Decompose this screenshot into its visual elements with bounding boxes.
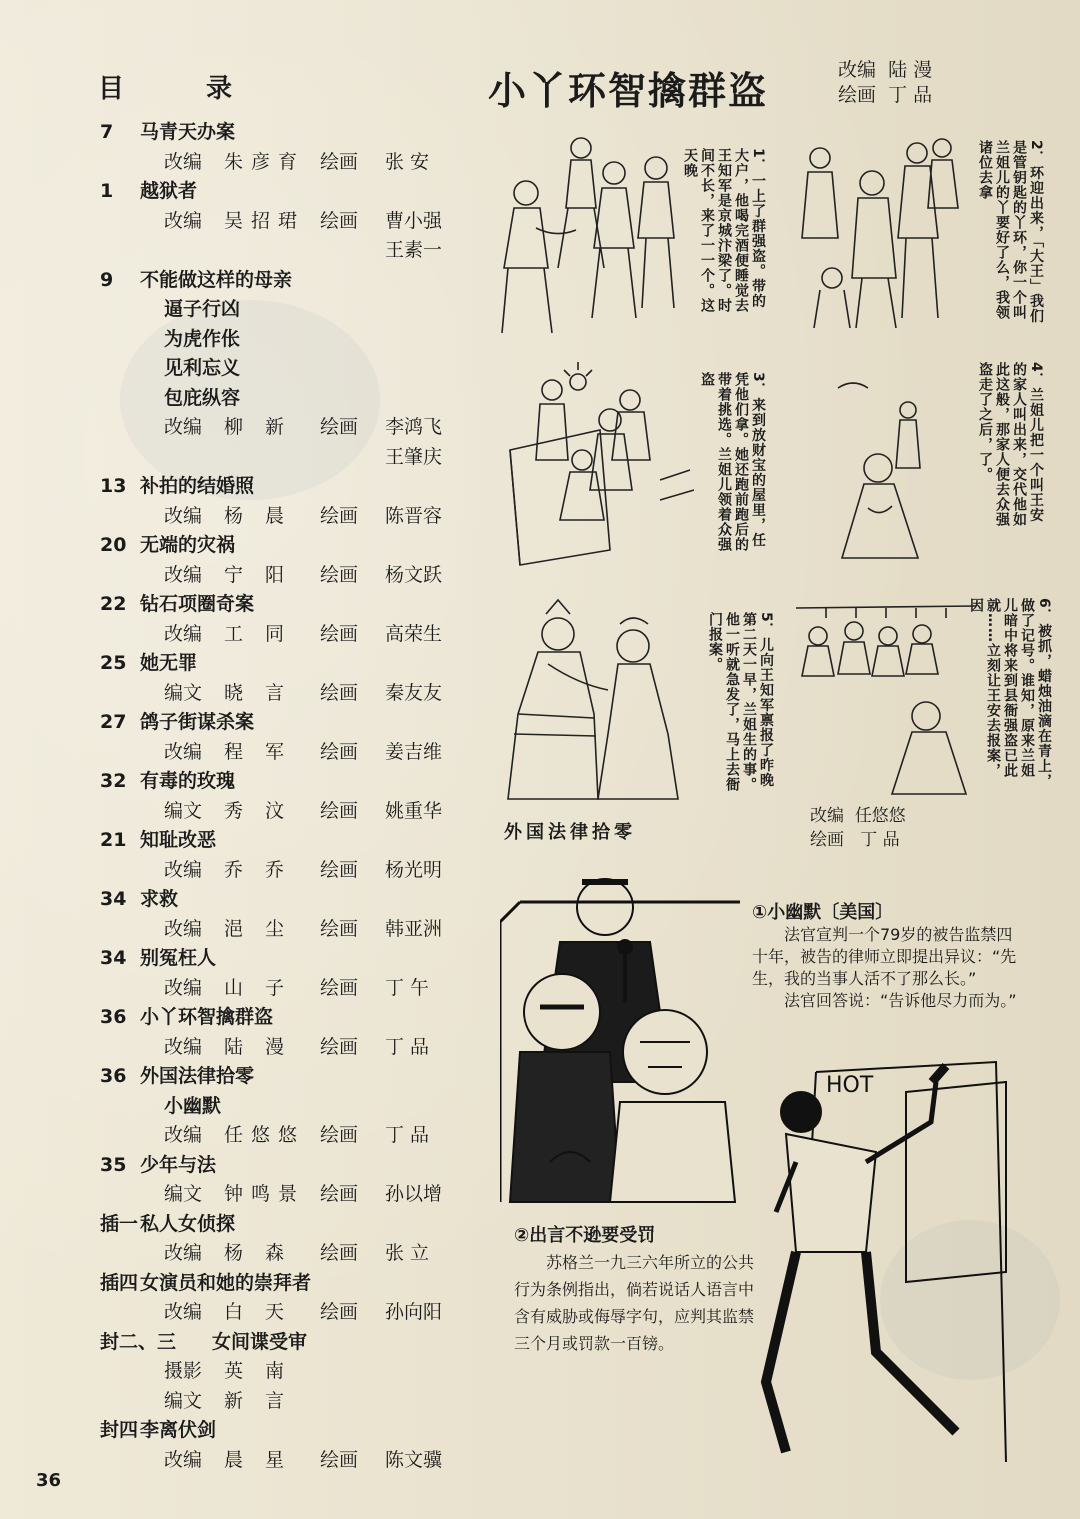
credit-name: 陈晋容 [385,504,443,527]
toc-credits [100,856,460,886]
toc-page-number: 35 [100,1153,127,1176]
credit-role: 绘画 [320,209,359,232]
toc-subtitle-row [100,325,460,355]
toc-credits [100,738,460,768]
credit-role: 改编 [164,150,203,173]
toc-page-number: 34 [100,888,127,910]
toc-subtitle-row [100,354,460,384]
toc-entry [100,1210,460,1240]
toc-credits [100,207,460,237]
toc-entry [100,1269,460,1299]
toc-page-number: 13 [100,475,127,497]
credit-role: 绘画 [320,150,359,173]
credit-role: 绘画 [320,681,359,704]
panel-1-illustration [496,118,696,338]
toc-credits-extra [100,236,460,266]
toc-entry [100,118,460,148]
toc-subtitle-row [100,384,460,414]
credit-name: 秀 汶 [224,799,293,822]
table-of-contents [100,118,460,1475]
credit-role: 改编 [164,976,203,999]
toc-entry [100,708,460,738]
toc-title: 李离伏剑 [140,1419,217,1441]
toc-title: 女演员和她的崇拜者 [140,1271,312,1294]
toc-subtitle: 为虎作伥 [164,327,241,350]
credit-role: 编文 [164,799,203,822]
toc-credits [100,561,460,591]
toc-title: 少年与法 [140,1153,217,1176]
credit-role: 编文 [164,1183,203,1205]
law-credits [810,804,906,852]
toc-entry [100,767,460,797]
courtroom-illustration [500,862,740,1212]
toc-credits [100,502,460,532]
toc-entry [100,1062,460,1092]
credit-name: 杨 森 [224,1242,293,1264]
toc-subtitle-row [100,1092,460,1122]
hotel-sign-text: HOT [826,1073,874,1098]
toc-subtitle: 小幽默 [164,1094,222,1117]
hotel-man-illustration [756,1052,1018,1464]
credit-name: 浥 尘 [224,917,293,940]
credit-name: 姚重华 [385,799,443,822]
toc-entry [100,1328,460,1358]
panel-3-caption: 3．来到放财宝的屋里，任凭他们拿。她还跑前跑后的带着挑选。兰姐儿领着众强盗 [699,372,766,552]
credit-name: 程 军 [224,740,293,763]
toc-title: 钻石项圈奇案 [140,593,255,615]
credit-name: 秦友友 [385,681,443,704]
panel-6-caption: 6．被抓，蜡烛油滴在青上，做了记号。谁知，原来兰姐儿暗中将来到县衙强盗已此就……立刻让王安去报案，因 [968,598,1052,789]
adapt-label: 改编 [838,59,877,81]
law-adapt-label: 改编 [810,806,844,826]
toc-entry [100,1151,460,1181]
credit-name: 杨文跃 [385,563,443,586]
credit-role: 绘画 [320,799,359,822]
toc-entry [100,472,460,502]
toc-credits [100,1298,460,1328]
toc-page-number: 1 [100,180,114,202]
credit-role: 绘画 [320,1301,359,1323]
toc-credits [100,1180,460,1210]
toc-credits [100,1387,460,1417]
toc-page-number: 21 [100,829,127,851]
credit-name: 朱彦育 [224,150,306,173]
credit-name: 丁 品 [385,1035,430,1058]
credit-role: 绘画 [320,976,359,999]
panel-6-illustration [796,596,976,796]
toc-page-number: 36 [100,1006,127,1028]
credit-name: 陆 漫 [224,1035,293,1058]
credit-role: 改编 [164,1242,203,1264]
credit-name: 宁 阳 [224,563,293,586]
toc-title: 知耻改恶 [140,829,217,851]
adapt-name: 陆 漫 [888,59,933,81]
toc-title: 补拍的结婚照 [140,475,255,497]
toc-subtitle: 见利忘义 [164,357,241,379]
credit-name: 孙向阳 [385,1301,443,1323]
toc-title: 私人女侦探 [140,1212,236,1235]
toc-title: 女间谍受审 [212,1330,308,1353]
credit-name: 吴招珺 [224,209,306,232]
panel-2-illustration [792,128,972,338]
toc-entry [100,1003,460,1033]
toc-entry [100,590,460,620]
toc-page-number: 27 [100,711,127,733]
credit-name: 高荣生 [385,622,443,645]
credit-role: 绘画 [320,1448,359,1471]
credit-name: 柳 新 [224,416,293,438]
credit-name: 丁 午 [385,976,430,999]
credit-name: 姜吉维 [385,740,443,763]
credit-role: 改编 [164,1301,203,1323]
credit-role: 编文 [164,1389,203,1412]
law-item-1-text-2: 法官回答说：“告诉他尽力而为。” [784,991,1017,1010]
credit-role: 摄影 [164,1360,203,1382]
law-item-2-title: ②出言不逊要受罚 [514,1225,656,1246]
credit-name: 张 立 [385,1242,430,1264]
panel-3-illustration [500,360,700,570]
credit-name: 孙以增 [385,1183,443,1205]
credit-name: 韩亚洲 [385,917,443,940]
toc-page-number: 插一 [100,1212,139,1235]
panel-4-illustration [828,378,968,568]
toc-subtitle: 包庇纵容 [164,386,241,409]
credit-name: 王肇庆 [385,445,443,468]
credit-role: 绘画 [320,1035,359,1058]
toc-credits [100,1239,460,1269]
credit-name: 英 南 [224,1360,293,1382]
toc-credits [100,1033,460,1063]
credit-name: 张 安 [385,150,430,173]
draw-label: 绘画 [838,84,877,106]
law-adapt-name: 任悠悠 [854,806,906,826]
toc-heading-right: 录 [206,74,235,104]
credit-name: 工 同 [224,622,293,645]
credit-name: 王素一 [385,239,443,261]
credit-role: 改编 [164,1448,203,1471]
toc-page-number: 7 [100,121,114,143]
credit-role: 绘画 [320,917,359,940]
toc-heading [98,68,234,105]
credit-role: 改编 [164,1035,203,1058]
toc-page-number: 22 [100,593,127,615]
credit-role: 改编 [164,504,203,527]
draw-name: 丁 品 [888,84,933,106]
panel-5-caption: 5．儿向王知军禀报了昨晚第二天一早，兰姐生的事。他一听就急发了，马上去衙门报案。 [707,612,774,792]
credit-name: 杨光明 [385,858,443,881]
toc-entry [100,826,460,856]
credit-name: 杨 晨 [224,504,293,527]
credit-name: 李鸿飞 [385,416,443,438]
toc-page-number: 封四 [100,1419,139,1441]
toc-entry [100,944,460,974]
toc-credits-extra [100,443,460,473]
law-section-heading: 外国法律拾零 [504,822,636,843]
toc-entry [100,885,460,915]
toc-page-number: 插四 [100,1271,139,1294]
law-item-2-text: 苏格兰一九三六年所立的公共行为条例指出，倘若说话人语言中含有威胁或侮辱字句，应判其监禁三个月或罚款一百镑。 [514,1253,755,1353]
toc-credits [100,974,460,1004]
toc-title: 外国法律拾零 [140,1065,255,1087]
credit-role: 改编 [164,563,203,586]
toc-title: 鸽子街谋杀案 [140,711,255,733]
credit-role: 改编 [164,858,203,881]
credit-role: 改编 [164,740,203,763]
credit-name: 白 天 [224,1301,293,1323]
credit-role: 绘画 [320,740,359,763]
toc-heading-left: 目 [98,74,127,104]
credit-role: 绘画 [320,1183,359,1205]
credit-name: 乔 乔 [224,858,293,881]
credit-name: 曹小强 [385,209,443,232]
toc-entry [100,177,460,207]
panel-2-caption: 2．环迎出来，「大王」我们是管钥匙的丫环，你一个叫兰姐儿的丫要好了么，我领诸位去拿 [977,140,1044,324]
toc-page-number: 9 [100,268,114,291]
panel-4-caption: 4．兰姐儿把一个叫王安的家人叫出来，交代他如此这般，那家人便去众强盗走了之后，了。 [977,362,1044,527]
toc-subtitle: 逼子行凶 [164,298,241,320]
credit-role: 改编 [164,917,203,940]
panel-5-illustration [498,594,698,804]
credit-name: 任悠悠 [224,1124,306,1146]
credit-name: 丁 品 [385,1124,430,1146]
toc-title: 越狱者 [140,180,198,202]
panel-1-caption: 1．一上了群强盗。带的大户，他喝完酒便睡觉去王知军是京城汴梁了。时间不长，来了一一个。这天晚 [682,148,766,313]
toc-title: 有毒的玫瑰 [140,770,236,792]
law-item-1-title: ①小幽默〔美国〕 [752,902,894,923]
toc-title: 无端的灾祸 [140,534,236,556]
credit-role: 绘画 [320,1124,359,1146]
toc-entry [100,649,460,679]
credit-role: 绘画 [320,416,359,438]
toc-entry [100,1416,460,1446]
toc-credits [100,413,460,443]
credit-name: 钟鸣景 [224,1183,306,1205]
toc-page-number: 20 [100,534,127,556]
law-item-2 [514,1222,754,1357]
credit-name: 陈文骥 [385,1448,443,1471]
credit-role: 改编 [164,416,203,438]
law-item-1-text: 法官宣判一个79岁的被告监禁四十年，被告的律师立即提出异议：“先生，我的当事人活不了那么长。” [752,925,1017,988]
toc-credits [100,797,460,827]
toc-title: 求救 [140,888,179,910]
toc-entry [100,531,460,561]
toc-title: 不能做这样的母亲 [140,268,293,291]
toc-title: 她无罪 [140,652,198,674]
page-number: 36 [36,1470,62,1491]
credit-role: 绘画 [320,622,359,645]
credit-name: 晨 星 [224,1448,293,1471]
credit-role: 编文 [164,681,203,704]
toc-credits [100,1357,460,1387]
credit-role: 改编 [164,209,203,232]
toc-page-number: 36 [100,1065,127,1087]
credit-role: 绘画 [320,504,359,527]
toc-page-number: 封二、三 [100,1330,177,1353]
story-title: 小丫环智擒群盗 [488,69,769,113]
toc-title: 马青天办案 [140,121,236,143]
toc-title: 小丫环智擒群盗 [140,1006,274,1028]
credit-role: 改编 [164,622,203,645]
toc-entry [100,266,460,296]
toc-credits [100,679,460,709]
law-item-1 [752,902,1020,1012]
credit-name: 晓 言 [224,681,293,704]
toc-credits [100,1446,460,1476]
law-draw-name: 丁 品 [860,830,900,850]
toc-credits [100,1121,460,1151]
credit-role: 改编 [164,1124,203,1146]
toc-credits [100,915,460,945]
toc-page-number: 32 [100,770,127,792]
toc-credits [100,620,460,650]
toc-title: 别冤枉人 [140,947,217,969]
toc-subtitle-row [100,295,460,325]
toc-page-number: 25 [100,652,127,674]
credit-name: 山 子 [224,976,293,999]
credit-role: 绘画 [320,563,359,586]
toc-credits [100,148,460,178]
credit-role: 绘画 [320,858,359,881]
credit-name: 新 言 [224,1389,293,1412]
law-draw-label: 绘画 [810,830,844,850]
story-credits [838,58,932,108]
toc-page-number: 34 [100,947,127,969]
credit-role: 绘画 [320,1242,359,1264]
